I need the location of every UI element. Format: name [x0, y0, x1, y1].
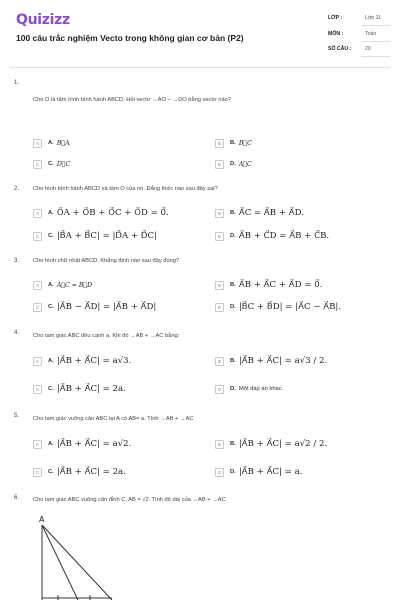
option-content: |A⃗B + A⃗C| = a√2 / 2. [238, 439, 328, 449]
document-title: 100 câu trắc nghiệm Vecto trong không gian cơ bản (P2) [16, 33, 244, 43]
question-number: 4. [14, 330, 20, 336]
option-d[interactable] [215, 157, 252, 171]
option-b[interactable] [215, 136, 252, 150]
question-text: Cho O là tâm hình bình hành ABCD. Hỏi vectơ →AO − →DO bằng vectơ nào? [33, 97, 231, 103]
option-box: D [215, 303, 224, 312]
option-box: C [33, 160, 42, 169]
option-letter: B. [230, 210, 236, 216]
question-text: Cho hình chữ nhật ABCD. Khẳng định nào sau đây đúng? [33, 258, 180, 264]
option-content: |A⃗B + A⃗C| = a√3. [56, 356, 132, 366]
option-c[interactable] [33, 300, 156, 314]
meta-subject [328, 28, 390, 42]
option-box: B [215, 281, 224, 290]
option-content: Một đáp án khác. [238, 386, 284, 392]
question-text: Cho tam giác ABC đều cạnh a. Khi đó →AB + →AC bằng: [33, 333, 180, 339]
option-box: B [215, 139, 224, 148]
meta-count [328, 43, 390, 57]
option-letter: B. [230, 441, 236, 447]
option-box: C [33, 385, 42, 394]
header-divider [10, 67, 390, 68]
option-letter: A. [48, 441, 54, 447]
option-d[interactable] [215, 229, 329, 243]
meta-count-value: 20 [365, 46, 371, 52]
option-c[interactable] [33, 465, 126, 479]
option-content: A⃗B + A⃗C + A⃗D = 0⃗. [238, 280, 323, 290]
option-a[interactable] [33, 136, 70, 150]
option-c[interactable] [33, 382, 126, 396]
option-letter: D. [230, 386, 236, 392]
option-box: C [33, 232, 42, 241]
meta-subject-value: Toán [365, 31, 377, 37]
option-content: |A⃗B + A⃗C| = a√2. [56, 439, 132, 449]
option-letter: C. [48, 161, 54, 167]
option-box: A [33, 281, 42, 290]
option-box: A [33, 357, 42, 366]
question-text: Cho tam giác ABC vuông cân đỉnh C, AB = √2. Tính độ dài của →AB + →AC [33, 497, 226, 503]
question-number: 3. [14, 258, 20, 264]
question-number: 2. [14, 186, 20, 192]
option-content: B⃗C [238, 139, 252, 147]
option-c[interactable] [33, 229, 157, 243]
option-d[interactable] [215, 382, 283, 396]
quizizz-logo: Quizizz [16, 12, 70, 28]
option-content: A⃗B + C⃗D = A⃗B + C⃗B. [238, 231, 330, 241]
option-box: B [215, 440, 224, 449]
option-box: D [215, 160, 224, 169]
option-box: B [215, 357, 224, 366]
option-box: A [33, 139, 42, 148]
option-letter: D. [230, 161, 236, 167]
figure-edge [42, 525, 78, 600]
option-b[interactable] [215, 278, 322, 292]
option-a[interactable] [33, 278, 92, 292]
option-content: A⃗C = A⃗B + A⃗D. [238, 208, 304, 218]
option-letter: B. [230, 282, 236, 288]
option-content: |B⃗A + B⃗C| = |D⃗A + D⃗C| [56, 231, 157, 241]
option-content: |A⃗B + A⃗C| = 2a. [56, 467, 126, 477]
option-content: |A⃗B + A⃗C| = a. [238, 467, 303, 477]
option-content: A⃗C = B⃗D [56, 281, 93, 289]
question-text: Cho tam giác vuông cân ABC tại A có AB= a. Tính →AB + →AC [33, 416, 194, 422]
option-box: A [33, 440, 42, 449]
option-box: A [33, 209, 42, 218]
option-a[interactable] [33, 437, 131, 451]
option-box: D [215, 468, 224, 477]
meta-grade [328, 12, 390, 26]
question-number: 1. [14, 80, 20, 86]
question-number: 6. [14, 495, 20, 501]
option-box: D [215, 385, 224, 394]
option-letter: D. [230, 304, 236, 310]
option-box: C [33, 303, 42, 312]
option-a[interactable] [33, 206, 169, 220]
option-content: |B⃗C + B⃗D| = |A⃗C − A⃗B|. [238, 302, 342, 312]
option-letter: C. [48, 386, 54, 392]
option-a[interactable] [33, 354, 131, 368]
option-letter: C. [48, 304, 54, 310]
option-content: |A⃗B + A⃗C| = a√3 / 2. [238, 356, 328, 366]
option-letter: A. [48, 140, 54, 146]
option-letter: C. [48, 469, 54, 475]
option-b[interactable] [215, 354, 327, 368]
option-content: A⃗C [238, 160, 252, 168]
option-letter: A. [48, 358, 54, 364]
figure-edge [42, 525, 112, 600]
option-d[interactable] [215, 465, 302, 479]
option-box: C [33, 468, 42, 477]
option-letter: C. [48, 233, 54, 239]
question-number: 5. [14, 413, 20, 419]
option-letter: D. [230, 233, 236, 239]
meta-count-key: SỐ CÂU : [328, 46, 352, 52]
option-content: |A⃗B + A⃗C| = 2a. [56, 384, 126, 394]
meta-grade-key: LỚP : [328, 15, 343, 21]
option-d[interactable] [215, 300, 341, 314]
option-box: D [215, 232, 224, 241]
option-b[interactable] [215, 206, 304, 220]
figure-label-a: A [39, 515, 45, 524]
meta-grade-value: Lớp 11 [365, 15, 381, 21]
option-letter: A. [48, 210, 54, 216]
option-content: O⃗A + O⃗B + O⃗C + O⃗D = 0⃗. [56, 208, 169, 218]
question-text: Cho hình bình hành ABCD và tâm O của nó. Đẳng thức nào sau đây sai? [33, 186, 218, 192]
option-letter: D. [230, 469, 236, 475]
page-header [0, 0, 400, 68]
option-b[interactable] [215, 437, 327, 451]
option-content: D⃗C [56, 160, 71, 168]
option-letter: B. [230, 358, 236, 364]
meta-subject-key: MÔN : [328, 31, 344, 37]
option-content: |A⃗B − A⃗D| = |A⃗B + A⃗D| [56, 302, 157, 312]
option-content: B⃗A [56, 139, 70, 147]
option-letter: A. [48, 282, 54, 288]
option-c[interactable] [33, 157, 70, 171]
triangle-figure [30, 513, 130, 600]
option-box: B [215, 209, 224, 218]
option-letter: B. [230, 140, 236, 146]
